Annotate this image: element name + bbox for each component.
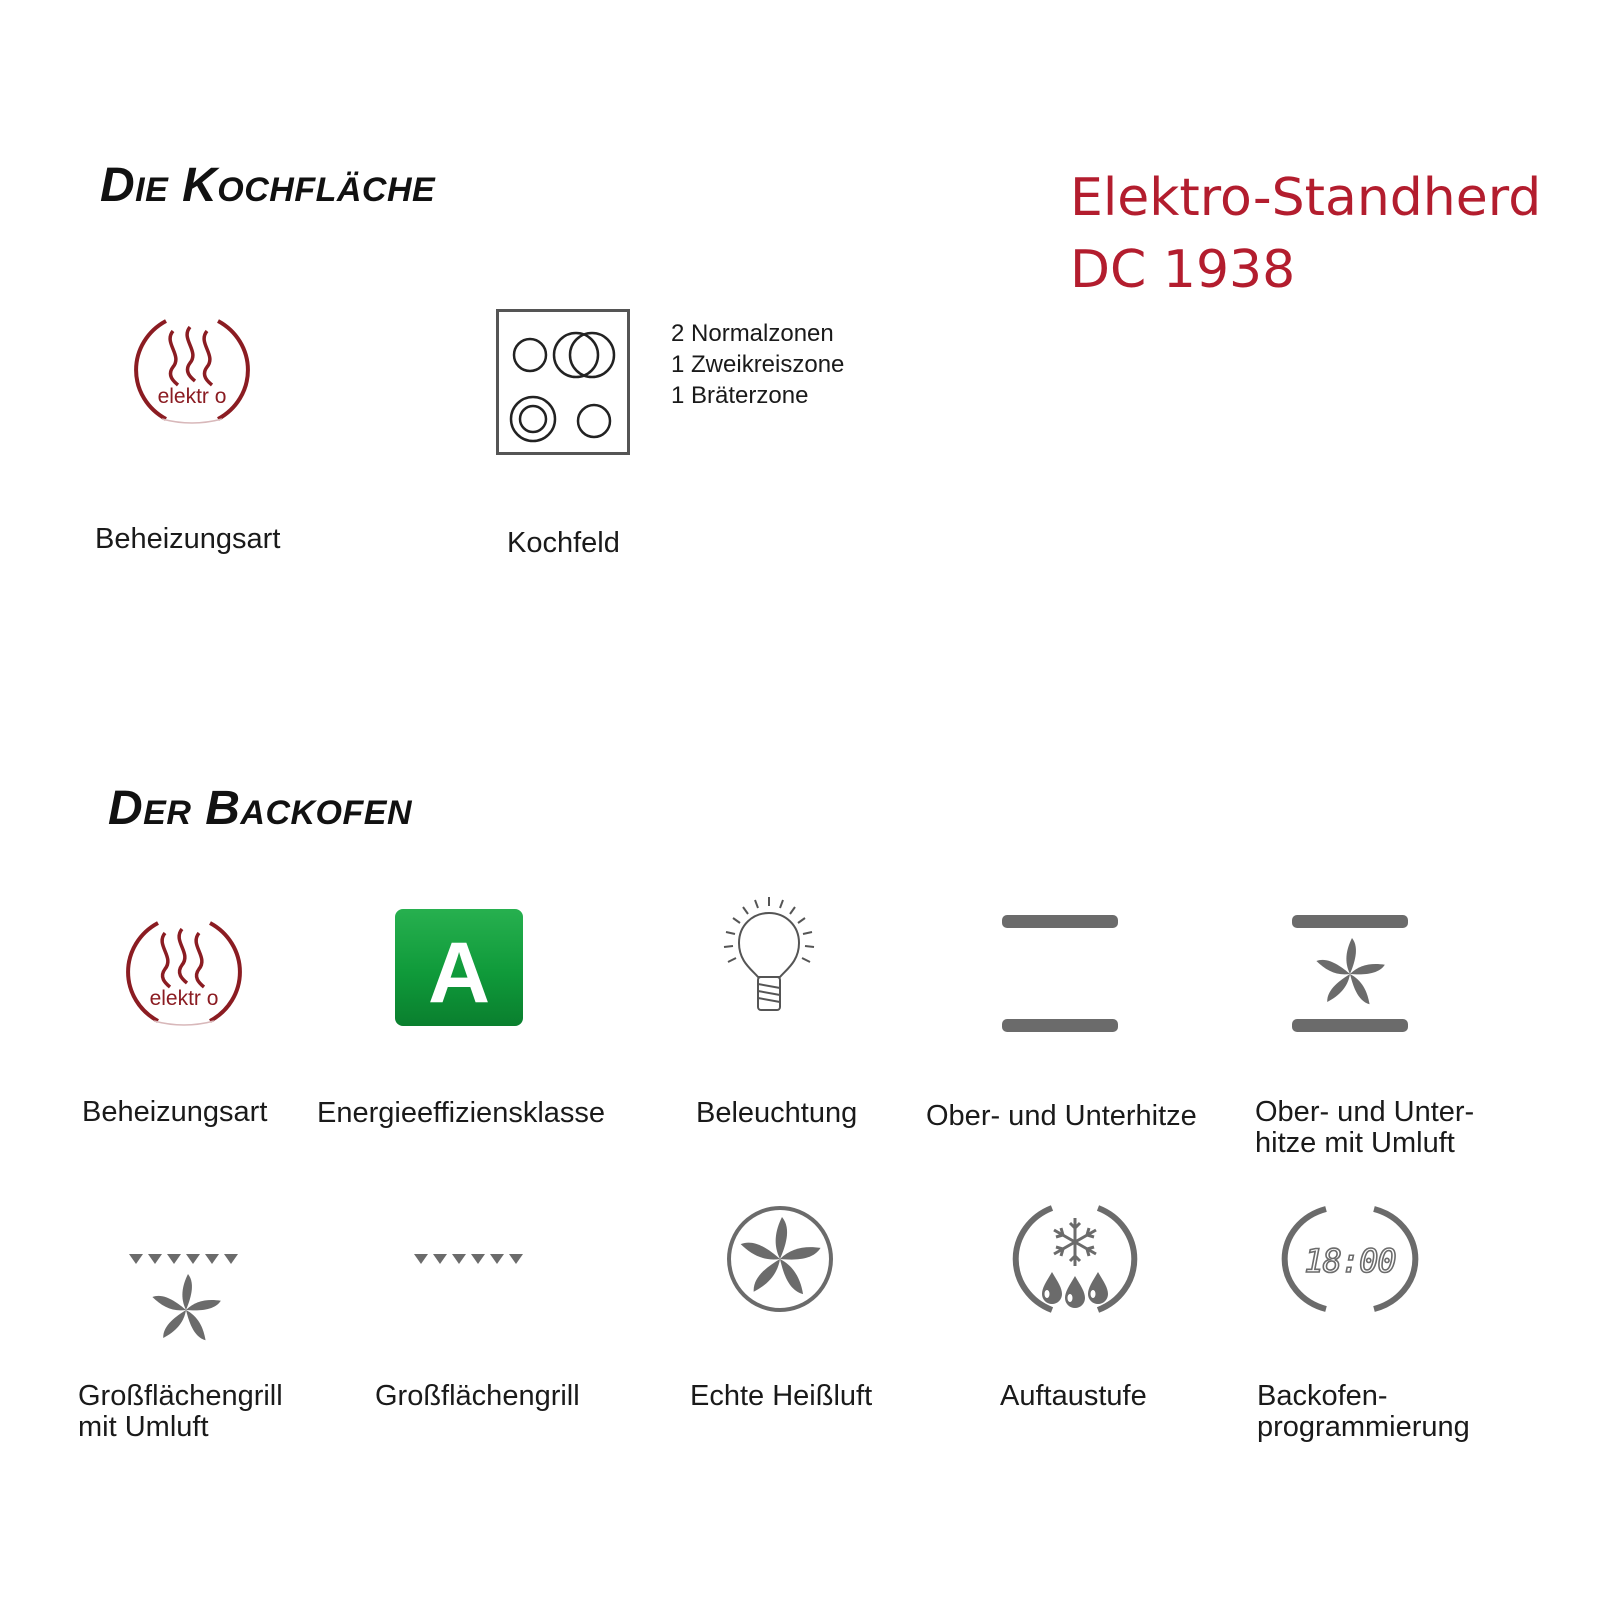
feature-label: Energieeffiziensklasse <box>317 1097 606 1129</box>
feature-label <box>1257 1381 1470 1443</box>
cooktop-zones-icon <box>496 309 630 455</box>
hob-zone-item: 1 Bräterzone <box>671 382 809 409</box>
clock-timer-icon <box>1290 1204 1410 1314</box>
elektro-heat-icon <box>130 313 254 427</box>
hot-air-fan-icon <box>726 1205 834 1313</box>
feature-label-line: Großflächengrill <box>78 1380 283 1412</box>
elektro-heat-icon <box>122 915 246 1029</box>
hob-zones-list <box>671 318 844 411</box>
defrost-icon <box>1014 1202 1136 1316</box>
product-name-line1: Elektro-Standherd <box>1070 168 1542 228</box>
grill-icon <box>413 1252 529 1268</box>
light-bulb-icon <box>721 895 817 1013</box>
feature-label: Beheizungsart <box>82 1096 268 1128</box>
feature-label-line: Ober- und Unter- <box>1255 1096 1475 1128</box>
energy-class-letter: A <box>427 925 491 1021</box>
feature-label: Beleuchtung <box>696 1097 858 1129</box>
elektro-logo-text: elektr o <box>157 385 227 408</box>
timer-display: 18:00 <box>1304 1242 1396 1280</box>
section-title-backofen: Der Backofen <box>108 782 413 835</box>
top-bottom-heat-fan-icon <box>1292 915 1408 1033</box>
product-model: DC 1938 <box>1070 240 1296 300</box>
feature-label: Echte Heißluft <box>690 1380 873 1412</box>
section-title-kochflaeche: Die Kochfläche <box>100 159 436 212</box>
grill-fan-icon <box>128 1252 244 1352</box>
product-name <box>1070 162 1541 306</box>
feature-label-line: Backofen- <box>1257 1380 1388 1412</box>
feature-label <box>78 1381 283 1443</box>
feature-label-line: programmierung <box>1257 1411 1470 1443</box>
feature-label: Auftaustufe <box>1000 1380 1147 1412</box>
hob-zone-item: 2 Normalzonen <box>671 320 834 347</box>
hob-zone-item: 1 Zweikreiszone <box>671 351 845 378</box>
cooktop-label: Kochfeld <box>507 527 620 559</box>
energy-class-a-icon <box>395 909 523 1026</box>
feature-label-line: hitze mit Umluft <box>1255 1127 1455 1159</box>
heating-type-label: Beheizungsart <box>95 523 281 555</box>
feature-label: Ober- und Unterhitze <box>926 1100 1197 1132</box>
elektro-logo-text: elektr o <box>149 987 219 1010</box>
top-bottom-heat-icon <box>1002 915 1118 1033</box>
feature-label <box>1255 1097 1474 1159</box>
feature-label-line: mit Umluft <box>78 1411 209 1443</box>
feature-label: Großflächengrill <box>375 1380 580 1412</box>
